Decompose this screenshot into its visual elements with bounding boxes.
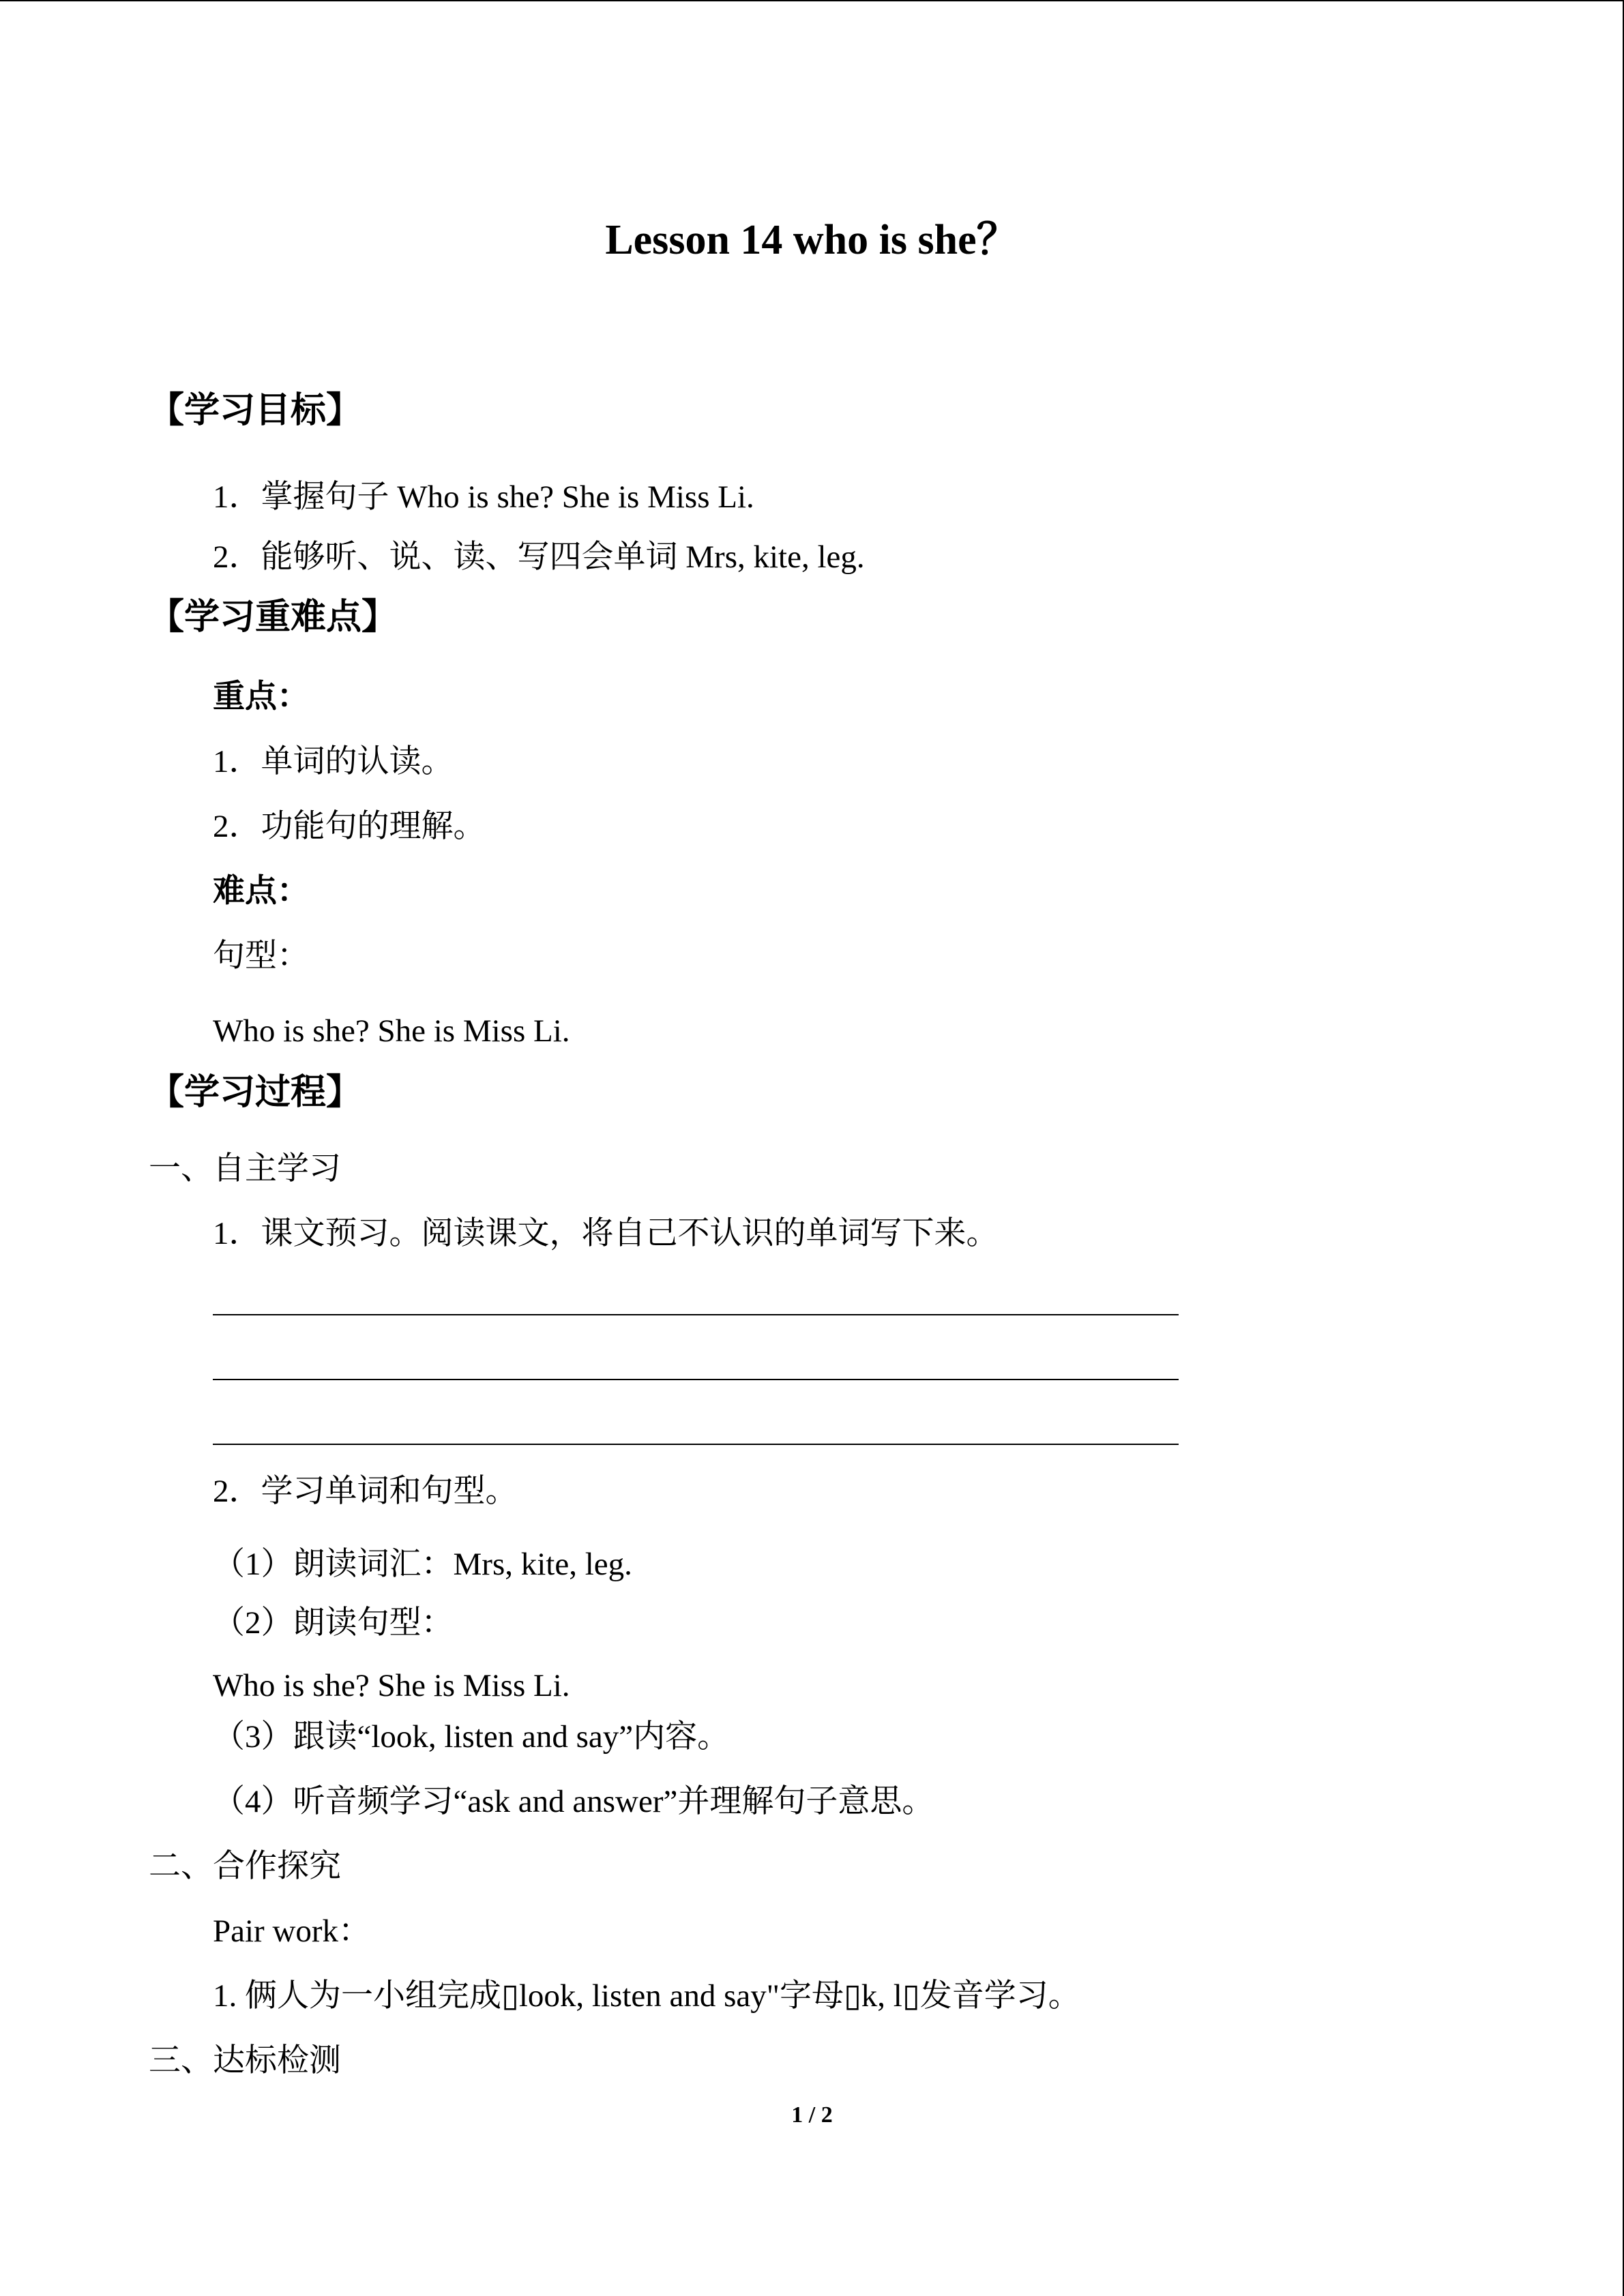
process-heading: 【学习过程】	[149, 1072, 362, 1113]
page-number: 1 / 2	[791, 2102, 833, 2128]
sub-item-2: （2）朗读句型：	[213, 1605, 454, 1641]
key-difficult-heading: 【学习重难点】	[149, 597, 398, 638]
key-item-2: 2．功能句的理解。	[213, 809, 486, 844]
part1-item-2: 2．学习单词和句型。	[213, 1474, 518, 1509]
sub-item-1: （1）朗读词汇：Mrs, kite, leg.	[213, 1547, 632, 1582]
sub-item-4: （4）听音频学习“ask and answer”并理解句子意思。	[213, 1784, 934, 1819]
sub-item-3: （3）跟读“look, listen and say”内容。	[213, 1719, 730, 1755]
part3-heading: 三、达标检测	[149, 2043, 341, 2078]
goal-item-1: 1．掌握句子 Who is she? She is Miss Li.	[213, 479, 754, 515]
part1-item-1: 1．课文预习。阅读课文，将自己不认识的单词写下来。	[213, 1216, 999, 1251]
pair-work-item: 1. 俩人为一小组完成▯look, listen and say"字母▯k, l▯发音学习。	[213, 1978, 1080, 2014]
goals-heading: 【学习目标】	[149, 390, 362, 431]
difficult-label: 难点：	[213, 874, 309, 909]
part1-heading: 一、自主学习	[149, 1151, 341, 1187]
sub-item-sentence: Who is she? She is Miss Li.	[213, 1668, 570, 1703]
goal-item-2: 2．能够听、说、读、写四会单词 Mrs, kite, leg.	[213, 539, 865, 575]
document-title: Lesson 14 who is she？	[605, 217, 1019, 263]
part2-heading: 二、合作探究	[149, 1849, 341, 1884]
pattern-sentence: Who is she? She is Miss Li.	[213, 1013, 570, 1049]
answer-line-3	[213, 1444, 1179, 1445]
answer-line-1	[213, 1314, 1179, 1315]
key-item-1: 1．单词的认读。	[213, 744, 454, 779]
pair-work-label: Pair work：	[213, 1913, 371, 1949]
answer-line-2	[213, 1379, 1179, 1380]
key-label: 重点：	[213, 679, 309, 715]
pattern-label: 句型：	[213, 938, 309, 974]
